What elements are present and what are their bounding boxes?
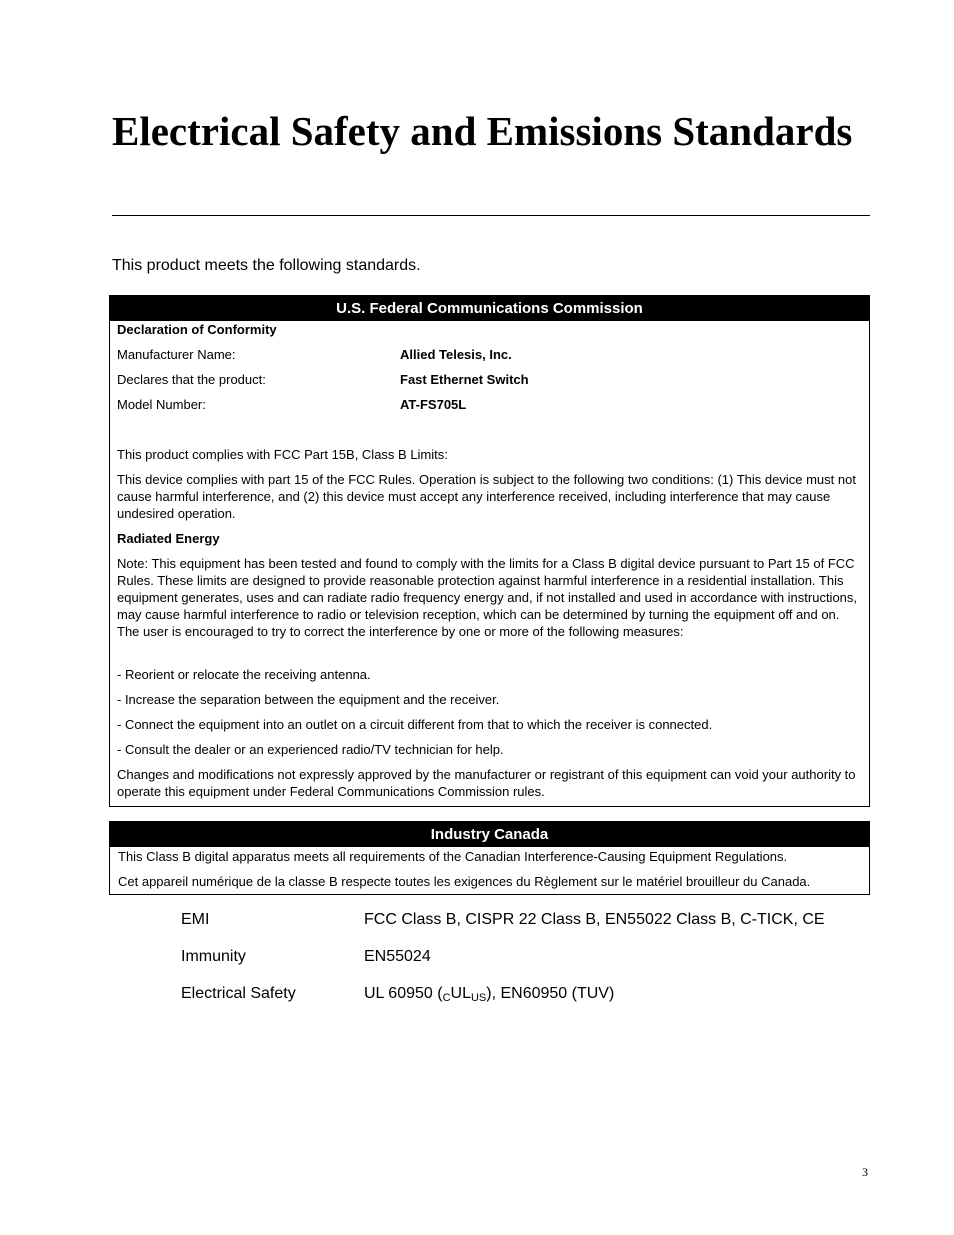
safety-value-suffix: ), EN60950 (TUV) (486, 985, 615, 1002)
manufacturer-row (117, 346, 862, 363)
industry-canada-french: Cet appareil numérique de la classe B respecte toutes les exigences du Règlement sur le matériel brouilleur du Canada. (118, 874, 811, 889)
note-paragraph: Note: This equipment has been tested and found to comply with the limits for a Class B digital device pursuant to Part 15 of FCC Rules. These limits are designed to provide reasonable protection against harmful interference in a residential installation. This equipment generates, uses and can radiate radio frequency energy and, if not installed and used in accordance with instructions, may cause harmful interference to radio or television reception, which can be determined by turning the equipment off and on. The user is encouraged to try to correct the interference by one or more of the following measures: (117, 556, 858, 639)
safety-value-prefix: UL 60950 ( (364, 985, 443, 1002)
industry-canada-header: Industry Canada (110, 822, 869, 847)
measure-item: - Increase the separation between the equipment and the receiver. (117, 692, 500, 707)
immunity-value: EN55024 (364, 948, 431, 965)
fcc-table-header: U.S. Federal Communications Commission (110, 296, 869, 321)
electrical-safety-value (364, 984, 614, 1004)
fcc-table (109, 295, 870, 807)
model-label: Model Number: (117, 397, 206, 412)
safety-mark: UL (450, 985, 471, 1002)
product-row (117, 371, 862, 388)
intro-text: This product meets the following standards. (112, 257, 421, 274)
emi-label: EMI (181, 911, 210, 928)
safety-sub-us: US (470, 992, 487, 1004)
industry-canada-table (109, 821, 870, 895)
device-paragraph: This device complies with part 15 of the FCC Rules. Operation is subject to the following two conditions: (1) This device must not cause harmful interference, and (2) this device must accept any interference received, including interference that may cause undesired operation. (117, 472, 856, 521)
product-label: Declares that the product: (117, 372, 266, 387)
immunity-label: Immunity (181, 948, 246, 965)
title-rule (112, 215, 870, 216)
manufacturer-value: Allied Telesis, Inc. (400, 347, 512, 362)
safety-sub-c: C (442, 992, 451, 1004)
changes-paragraph: Changes and modifications not expressly approved by the manufacturer or registrant of this equipment can void your authority to operate this equipment under Federal Communications Commission rules. (117, 767, 856, 799)
complies-line: This product complies with FCC Part 15B, Class B Limits: (117, 447, 448, 462)
declaration-heading: Declaration of Conformity (117, 322, 277, 337)
radiated-energy-heading: Radiated Energy (117, 531, 220, 546)
measure-item: - Reorient or relocate the receiving antenna. (117, 667, 371, 682)
page-number: 3 (862, 1165, 868, 1179)
model-value: AT-FS705L (400, 397, 467, 412)
measure-item: - Consult the dealer or an experienced radio/TV technician for help. (117, 742, 504, 757)
model-row (117, 396, 862, 413)
measure-item: - Connect the equipment into an outlet on a circuit different from that to which the receiver is connected. (117, 717, 713, 732)
emi-value: FCC Class B, CISPR 22 Class B, EN55022 Class B, C-TICK, CE (364, 911, 825, 928)
manufacturer-label: Manufacturer Name: (117, 347, 236, 362)
industry-canada-english: This Class B digital apparatus meets all requirements of the Canadian Interference-Causing Equipment Regulations. (118, 849, 788, 864)
page-title: Electrical Safety and Emissions Standards (112, 108, 853, 154)
product-value: Fast Ethernet Switch (400, 372, 529, 387)
electrical-safety-label: Electrical Safety (181, 985, 296, 1002)
